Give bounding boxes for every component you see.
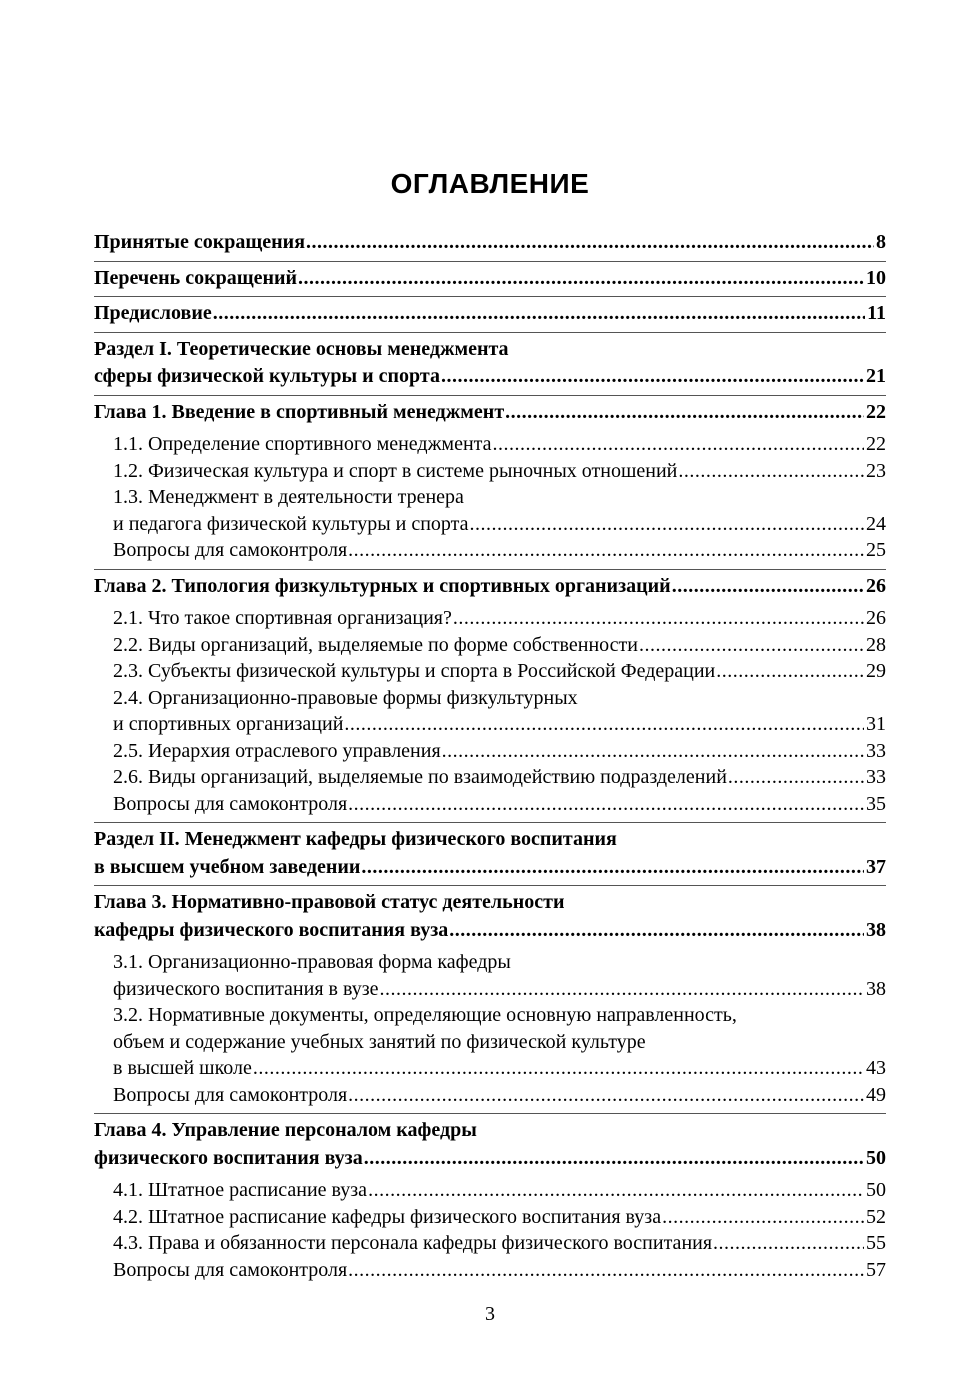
toc-entry-abbreviations[interactable]: [94, 226, 886, 261]
leader-dots: [348, 791, 864, 818]
toc-entry-line: Раздел II. Менеджмент кафедры физического воспитания: [94, 828, 617, 850]
toc-entry-questions-3[interactable]: [94, 1082, 886, 1114]
toc-page-number: 52: [866, 1205, 886, 1228]
toc-page-number: 8: [876, 231, 886, 253]
toc-page-number: 25: [866, 539, 886, 561]
toc-entry-questions-4[interactable]: [94, 1257, 886, 1284]
page-number: 3: [485, 1303, 495, 1325]
toc-entry-1-1[interactable]: [94, 430, 886, 458]
toc-entry-text: Глава 1. Введение в спортивный менеджмент: [94, 400, 505, 423]
toc-entry-text: 2.1. Что такое спортивная организация?: [113, 607, 452, 629]
toc-entry-text: 2.5. Иерархия отраслевого управления: [113, 739, 441, 762]
toc-entry-text: кафедры физического воспитания вуза: [94, 918, 449, 941]
leader-dots: [662, 1204, 864, 1231]
toc-entry-1-2[interactable]: [94, 458, 886, 485]
toc-entry-abbreviation-list[interactable]: [94, 262, 886, 297]
toc-entry-text: 4.3. Права и обязанности персонала кафедры физического воспитания: [113, 1232, 713, 1254]
toc-entry-text: Вопросы для самоконтроля: [113, 1258, 348, 1281]
toc-entry-4-3[interactable]: [94, 1230, 886, 1257]
toc-entry-text: Вопросы для самоконтроля: [113, 1083, 348, 1106]
toc-page-number: 33: [866, 739, 886, 762]
toc-entry-text: в высшем учебном заведении: [94, 855, 361, 878]
toc-entry-4-1[interactable]: [94, 1176, 886, 1204]
toc-entry-line: 3.2. Нормативные документы, определяющие основную направленность,: [113, 1004, 737, 1026]
toc-page-number: 29: [866, 660, 886, 682]
toc-entry-text: Вопросы для самоконтроля: [113, 792, 348, 815]
toc-entry-questions-2[interactable]: [94, 791, 886, 823]
toc-page-number: 35: [866, 792, 886, 815]
toc-entry-text: 4.1. Штатное расписание вуза: [113, 1179, 368, 1201]
toc-entry-2-1[interactable]: [94, 604, 886, 632]
leader-dots: [505, 399, 864, 427]
leader-dots: [453, 605, 864, 632]
table-of-contents: [94, 226, 886, 1283]
toc-page-number: 33: [866, 766, 886, 788]
leader-dots: [361, 854, 864, 882]
toc-entry-line: Раздел I. Теоретические основы менеджмента: [94, 337, 509, 360]
toc-page-number: 22: [866, 433, 886, 455]
toc-entry-text: и спортивных организаций: [113, 713, 344, 735]
toc-entry-section-2[interactable]: [94, 823, 886, 885]
leader-dots: [728, 764, 864, 791]
toc-entry-2-6[interactable]: [94, 764, 886, 791]
toc-page-number: 26: [866, 607, 886, 629]
toc-entry-text: Вопросы для самоконтроля: [113, 539, 348, 561]
toc-entry-text: 2.3. Субъекты физической культуры и спорта в Российской Федерации: [113, 660, 716, 682]
leader-dots: [253, 1055, 864, 1082]
toc-entry-text: сферы физической культуры и спорта: [94, 365, 440, 387]
leader-dots: [306, 229, 874, 257]
page-title: ОГЛАВЛЕНИЕ: [390, 168, 590, 199]
toc-page-number: 24: [866, 512, 886, 535]
toc-entry-text: 4.2. Штатное расписание кафедры физического воспитания вуза: [113, 1205, 662, 1228]
toc-entry-questions-1[interactable]: [94, 537, 886, 569]
leader-dots: [442, 738, 864, 765]
toc-page-number: 49: [866, 1083, 886, 1106]
toc-entry-chapter-1[interactable]: [94, 396, 886, 431]
toc-entry-1-3[interactable]: [94, 484, 886, 537]
leader-dots: [716, 658, 864, 685]
toc-entry-text: физического воспитания вуза: [94, 1146, 363, 1169]
toc-page-number: 10: [866, 266, 886, 289]
toc-entry-line: Глава 3. Нормативно-правовой статус деятельности: [94, 891, 565, 913]
toc-entry-4-2[interactable]: [94, 1204, 886, 1231]
toc-page-number: 21: [866, 365, 886, 387]
leader-dots: [380, 976, 864, 1003]
toc-page-number: 50: [866, 1179, 886, 1201]
toc-entry-text: и педагога физической культуры и спорта: [113, 512, 469, 535]
toc-entry-line: 1.3. Менеджмент в деятельности тренера: [113, 486, 464, 508]
leader-dots: [213, 300, 865, 328]
toc-entry-2-2[interactable]: [94, 632, 886, 659]
leader-dots: [364, 1145, 864, 1173]
toc-entry-text: Глава 2. Типология физкультурных и спортивных организаций: [94, 574, 671, 597]
toc-entry-text: Принятые сокращения: [94, 231, 306, 253]
toc-entry-text: 1.2. Физическая культура и спорт в системе рыночных отношений: [113, 459, 678, 482]
leader-dots: [441, 363, 864, 391]
toc-entry-2-3[interactable]: [94, 658, 886, 685]
toc-page-number: 37: [866, 855, 886, 878]
toc-page-number: 11: [867, 302, 886, 324]
leader-dots: [713, 1230, 864, 1257]
toc-entry-text: физического воспитания в вузе: [113, 977, 379, 1000]
leader-dots: [493, 431, 864, 458]
leader-dots: [298, 265, 864, 293]
leader-dots: [348, 1082, 864, 1109]
toc-page-number: 26: [866, 574, 886, 597]
toc-entry-3-2[interactable]: [94, 1002, 886, 1082]
toc-page-number: 38: [866, 977, 886, 1000]
toc-page-number: 28: [866, 633, 886, 656]
toc-entry-text: Перечень сокращений: [94, 266, 298, 289]
leader-dots: [344, 711, 864, 738]
toc-page-number: 50: [866, 1146, 886, 1169]
toc-entry-line: 2.4. Организационно-правовые формы физкультурных: [113, 686, 578, 709]
toc-page-number: 22: [866, 400, 886, 423]
toc-entry-text: 1.1. Определение спортивного менеджмента: [113, 433, 492, 455]
toc-page-number: 31: [866, 713, 886, 735]
leader-dots: [348, 537, 864, 564]
toc-page-number: 57: [866, 1258, 886, 1281]
toc-entry-text: Предисловие: [94, 302, 212, 324]
leader-dots: [368, 1177, 864, 1204]
toc-entry-2-4[interactable]: [94, 685, 886, 738]
leader-dots: [348, 1257, 864, 1284]
toc-entry-2-5[interactable]: [94, 738, 886, 765]
toc-entry-text: в высшей школе: [113, 1057, 252, 1079]
toc-entry-chapter-4[interactable]: [94, 1114, 886, 1176]
leader-dots: [639, 632, 864, 659]
toc-entry-preface[interactable]: [94, 297, 886, 332]
leader-dots: [470, 511, 864, 538]
toc-entry-line: объем и содержание учебных занятий по физической культуре: [113, 1030, 646, 1053]
toc-entry-line: Глава 4. Управление персоналом кафедры: [94, 1119, 477, 1141]
toc-entry-text: 2.6. Виды организаций, выделяемые по взаимодействию подразделений: [113, 766, 727, 788]
leader-dots: [672, 573, 864, 601]
toc-entry-section-1[interactable]: [94, 333, 886, 395]
toc-page-number: 38: [866, 918, 886, 941]
toc-entry-chapter-3[interactable]: [94, 886, 886, 948]
leader-dots: [678, 458, 864, 485]
toc-entry-chapter-2[interactable]: [94, 570, 886, 605]
toc-page-number: 55: [866, 1232, 886, 1254]
toc-entry-3-1[interactable]: [94, 948, 886, 1002]
leader-dots: [449, 917, 864, 945]
toc-entry-text: 2.2. Виды организаций, выделяемые по форме собственности: [113, 633, 638, 656]
toc-page-number: 43: [866, 1057, 886, 1079]
toc-entry-line: 3.1. Организационно-правовая форма кафедры: [113, 951, 511, 973]
toc-page-number: 23: [866, 459, 886, 482]
